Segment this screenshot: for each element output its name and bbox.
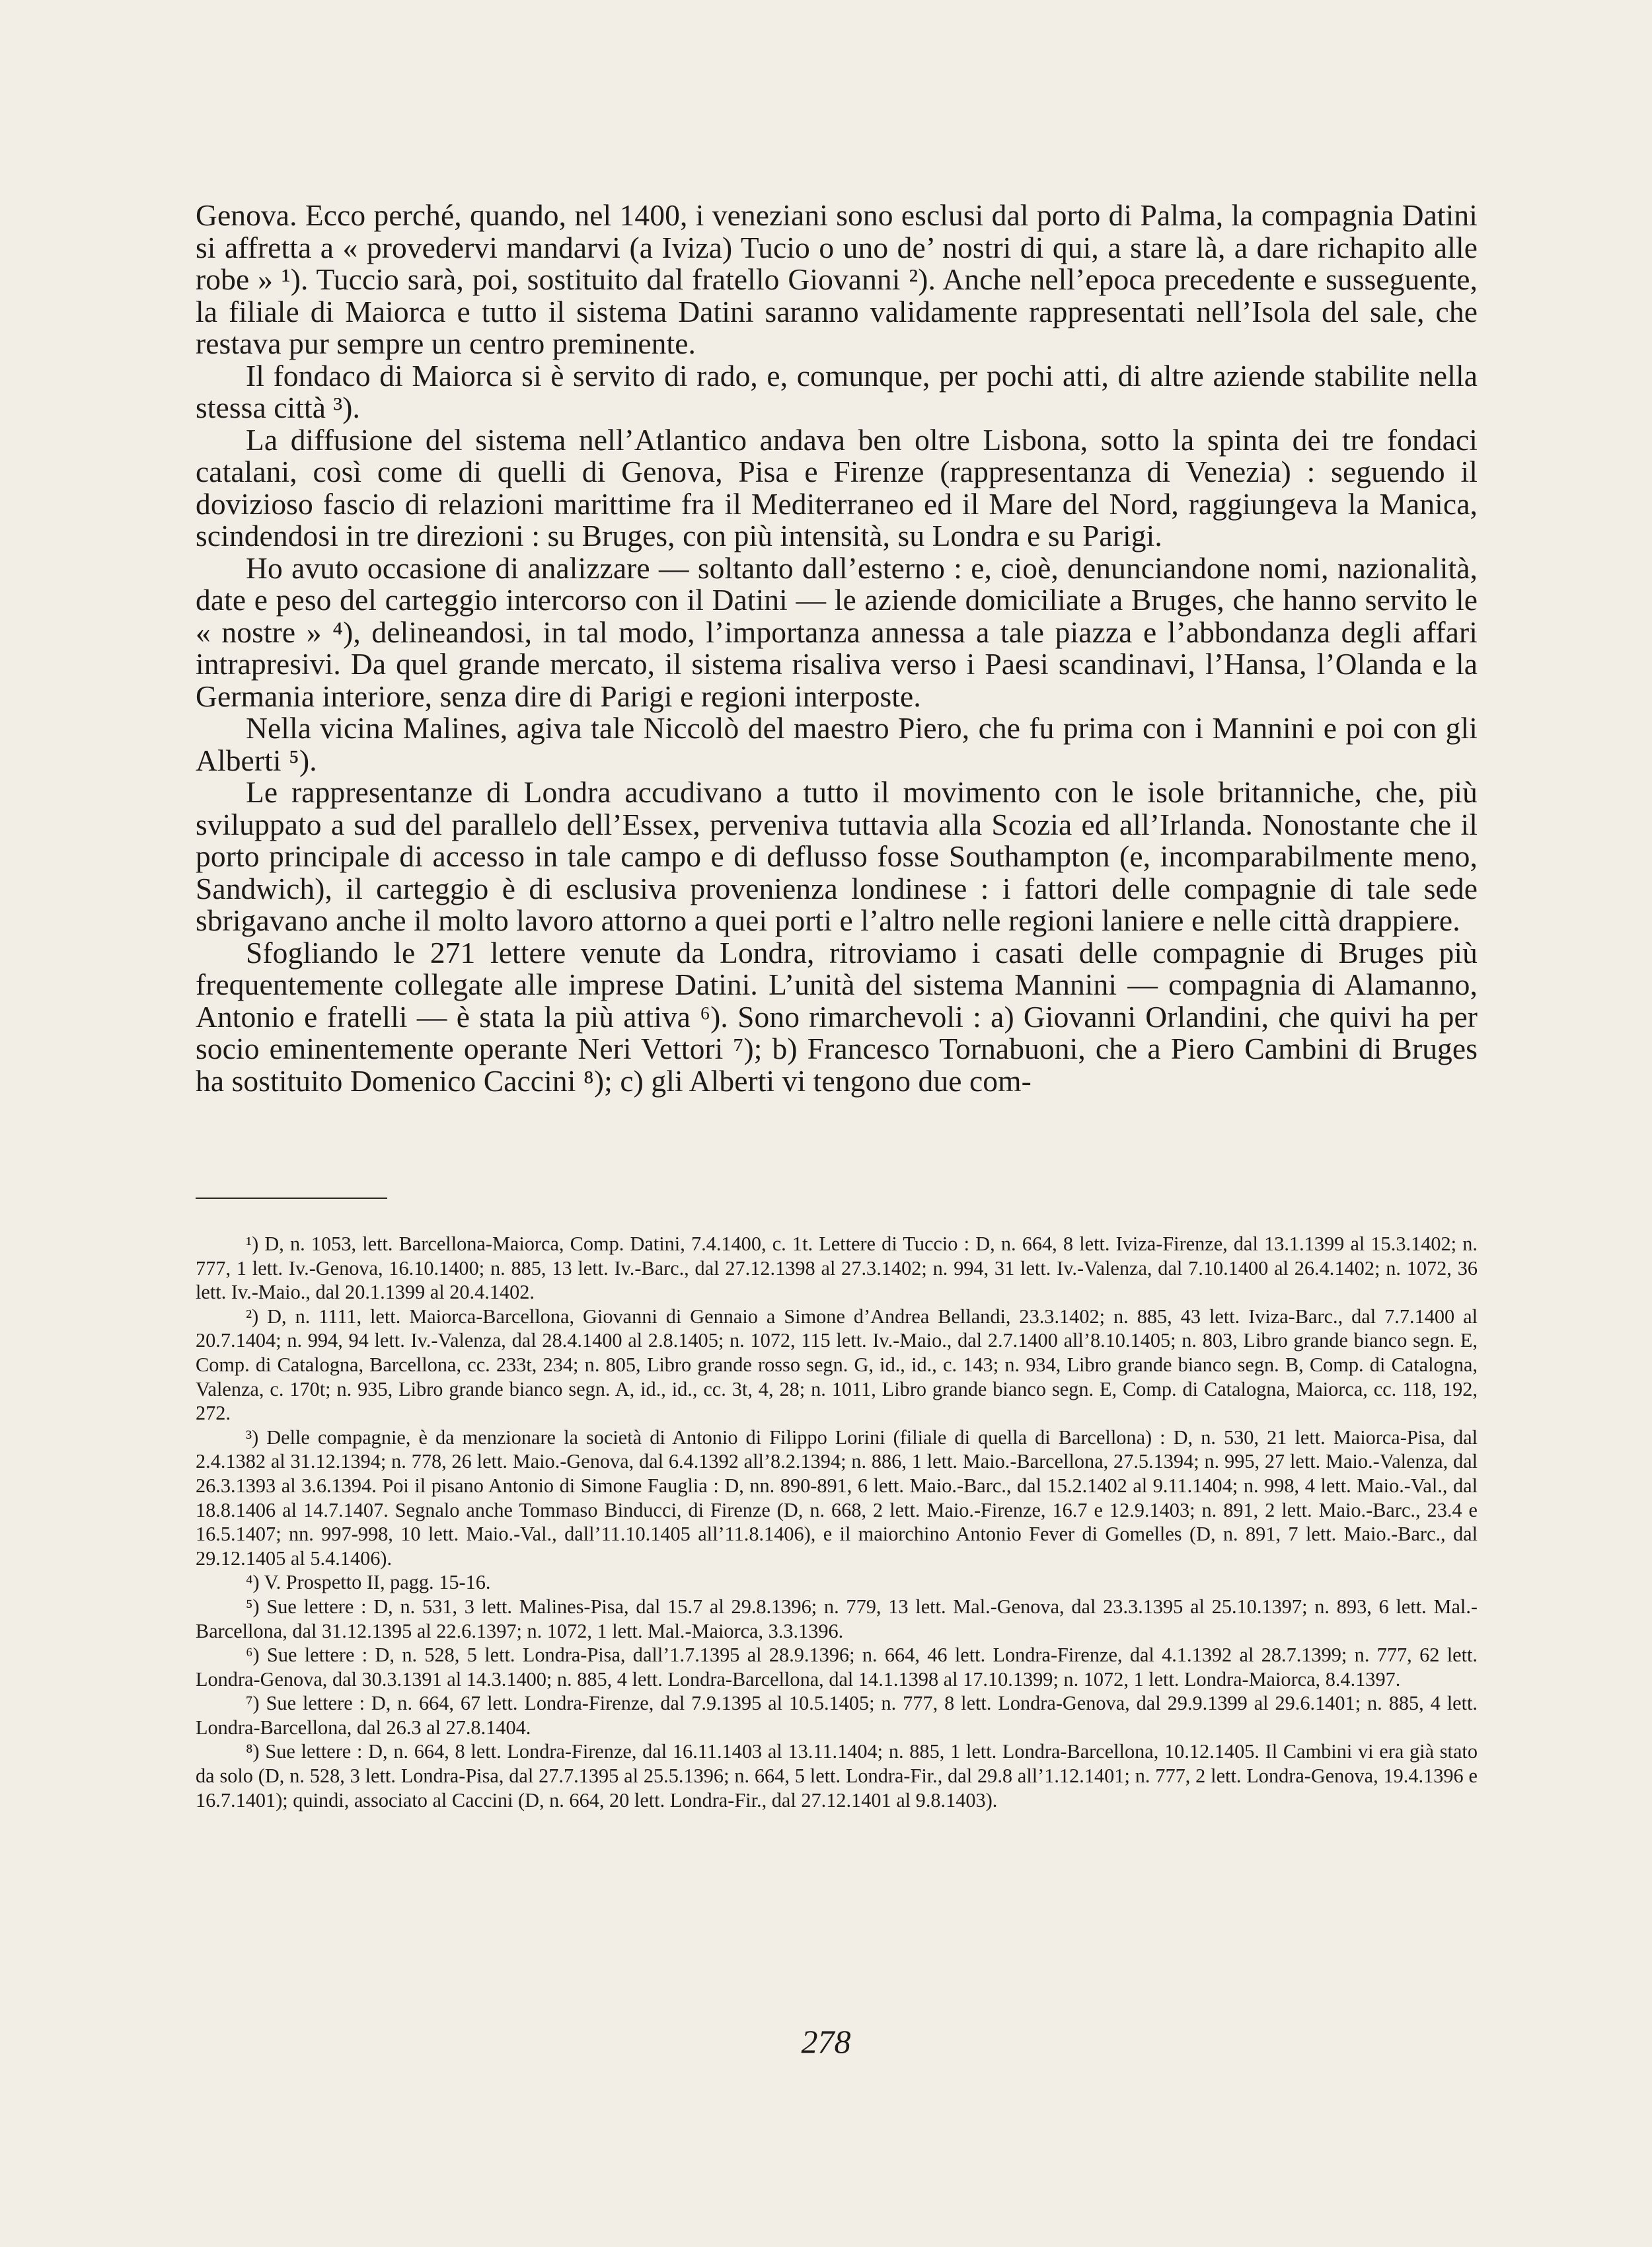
paragraph-3: La diffusione del sistema nell’Atlantico andava ben oltre Lisbona, sotto la spinta dei tre fondaci catalani, così come di quelli di Genova, Pisa e Firenze (rappresentanza di Venezia) : seguendo il dovizioso fascio di relazioni marittime fra il Mediterraneo ed il Mare del Nord, raggiungeva la Manica, scindendosi in tre direzioni : su Bruges, con più intensità, su Londra e su Parigi. [196,422,1478,552]
footnotes [196,1232,1478,1812]
footnote-4: ⁴) V. Prospetto II, pagg. 15-16. [246,1571,491,1594]
footnote-5: ⁵) Sue lettere : D, n. 531, 3 lett. Malines-Pisa, dal 15.7 al 29.8.1396; n. 779, 13 lett. Mal.-Genova, dal 23.3.1395 al 25.10.1397; n. 893, 6 lett. Mal.-Barcellona, dal 31.12.1395 al 22.6.1397; n. 1072, 1 lett. Mal.-Maiorca, 3.3.1396. [196,1595,1478,1642]
paragraph-4: Ho avuto occasione di analizzare — soltanto dall’esterno : e, cioè, denunciandone nomi, nazionalità, date e peso del carteggio intercorso con il Datini — le aziende domiciliate a Bruges, che hanno servito le « nostre » ⁴), delineandosi, in tal modo, l’importanza annessa a tale piazza e l’abbondanza degli affari intrapresivi. Da quel grande mercato, il sistema risaliva verso i Paesi scandinavi, l’Hansa, l’Olanda e la Germania interiore, senza dire di Parigi e regioni interposte. [196,551,1478,713]
paragraph-1: Genova. Ecco perché, quando, nel 1400, i veneziani sono esclusi dal porto di Palma, la compagnia Datini si affretta a « provedervi mandarvi (a Iviza) Tucio o uno de’ nostri di qui, a stare là, a dare richapito alle robe » ¹). Tuccio sarà, poi, sostituito dal fratello Giovanni ²). Anche nell’epoca precedente e susseguente, la filiale di Maiorca e tutto il sistema Datini saranno validamente rappresentati nell’Isola del sale, che restava pur sempre un centro preminente. [196,198,1478,360]
footnote-divider [196,1198,387,1199]
paragraph-6: Le rappresentanze di Londra accudivano a tutto il movimento con le isole britanniche, che, più sviluppato a sud del parallelo dell’Essex, perveniva tuttavia alla Scozia ed all’Irlanda. Nonostante che il porto principale di accesso in tale campo e di deflusso fosse Southampton (e, incomparabilmente meno, Sandwich), il carteggio è di esclusiva provenienza londinese : i fattori delle compagnie di tale sede sbrigavano anche il molto lavoro attorno a quei porti e l’altro nelle regioni laniere e nelle città drappiere. [196,775,1478,937]
page-number: 278 [801,2023,851,2060]
paragraph-2: Il fondaco di Maiorca si è servito di rado, e, comunque, per pochi atti, di altre aziende stabilite nella stessa città ³). [196,358,1478,424]
footnote-1: ¹) D, n. 1053, lett. Barcellona-Maiorca, Comp. Datini, 7.4.1400, c. 1t. Lettere di Tuccio : D, n. 664, 8 lett. Iviza-Firenze, dal 13.1.1399 al 15.3.1402; n. 777, 1 lett. Iv.-Genova, 16.10.1400; n. 885, 13 lett. Iv.-Barc., dal 27.12.1398 al 27.3.1402; n. 994, 31 lett. Iv.-Valenza, dal 7.10.1400 al 26.4.1402; n. 1072, 36 lett. Iv.-Maio., dal 20.1.1399 al 20.4.1402. [196,1233,1478,1304]
footnote-7: ⁷) Sue lettere : D, n. 664, 67 lett. Londra-Firenze, dal 7.9.1395 al 10.5.1405; n. 777, 8 lett. Londra-Genova, dal 29.9.1399 al 29.6.1401; n. 885, 4 lett. Londra-Barcellona, dal 26.3 al 27.8.1404. [196,1692,1478,1739]
footnote-6: ⁶) Sue lettere : D, n. 528, 5 lett. Londra-Pisa, dall’1.7.1395 al 28.9.1396; n. 664, 46 lett. Londra-Firenze, dal 4.1.1392 al 28.7.1399; n. 777, 62 lett. Londra-Genova, dal 30.3.1391 al 14.3.1400; n. 885, 4 lett. Londra-Barcellona, dal 14.1.1398 al 17.10.1399; n. 1072, 1 lett. Londra-Maiorca, 8.4.1397. [196,1644,1478,1691]
footnote-8: ⁸) Sue lettere : D, n. 664, 8 lett. Londra-Firenze, dal 16.11.1403 al 13.11.1404; n. 885, 1 lett. Londra-Barcellona, 10.12.1405. Il Cambini vi era già stato da solo (D, n. 528, 3 lett. Londra-Pisa, dal 27.7.1395 al 25.5.1396; n. 664, 5 lett. Londra-Fir., dal 29.8 all’1.12.1401; n. 777, 2 lett. Londra-Genova, 19.4.1396 e 16.7.1401); quindi, associato al Caccini (D, n. 664, 20 lett. Londra-Fir., dal 27.12.1401 al 9.8.1403). [196,1740,1478,1811]
footnote-2: ²) D, n. 1111, lett. Maiorca-Barcellona, Giovanni di Gennaio a Simone d’Andrea Bellandi, 23.3.1402; n. 885, 43 lett. Iviza-Barc., dal 7.7.1400 al 20.7.1404; n. 994, 94 lett. Iv.-Valenza, dal 28.4.1400 al 2.8.1405; n. 1072, 115 lett. Iv.-Maio., dal 2.7.1400 all’8.10.1405; n. 803, Libro grande bianco segn. E, Comp. di Catalogna, Barcellona, cc. 233t, 234; n. 805, Libro grande rosso segn. G, id., id., c. 143; n. 934, Libro grande bianco segn. B, Comp. di Catalogna, Valenza, c. 170t; n. 935, Libro grande bianco segn. A, id., id., cc. 3t, 4, 28; n. 1011, Libro grande bianco segn. E, Comp. di Catalogna, Maiorca, cc. 118, 192, 272. [196,1305,1478,1425]
paragraph-7: Sfogliando le 271 lettere venute da Londra, ritroviamo i casati delle compagnie di Bruges più frequentemente collegate alle imprese Datini. L’unità del sistema Mannini — compagnia di Alamanno, Antonio e fratelli — è stata la più attiva ⁶). Sono rimarchevoli : a) Giovanni Orlandini, che quivi ha per socio eminentemente operante Neri Vettori ⁷); b) Francesco Tornabuoni, che a Piero Cambini di Bruges ha sostituito Domenico Caccini ⁸); c) gli Alberti vi tengono due com- [196,935,1478,1098]
footnote-3: ³) Delle compagnie, è da menzionare la società di Antonio di Filippo Lorini (filiale di quella di Barcellona) : D, n. 530, 21 lett. Maiorca-Pisa, dal 2.4.1382 al 31.12.1394; n. 778, 26 lett. Maio.-Genova, dal 6.4.1392 all’8.2.1394; n. 886, 1 lett. Maio.-Barcellona, 27.5.1394; n. 995, 27 lett. Maio.-Valenza, dal 26.3.1393 al 3.6.1394. Poi il pisano Antonio di Simone Fauglia : D, nn. 890-891, 6 lett. Maio.-Barc., dal 15.2.1402 al 9.11.1404; n. 998, 4 lett. Maio.-Val., dal 18.8.1406 al 14.7.1407. Segnalo anche Tommaso Binducci, di Firenze (D, n. 668, 2 lett. Maio.-Firenze, 16.7 e 12.9.1403; n. 891, 2 lett. Maio.-Barc., 23.4 e 16.5.1407; nn. 997-998, 10 lett. Maio.-Val., dall’11.10.1405 all’11.8.1406), e il maiorchino Antonio Fever di Gomelles (D, n. 891, 7 lett. Maio.-Barc., dal 29.12.1405 al 5.4.1406). [196,1426,1478,1570]
paragraph-5: Nella vicina Malines, agiva tale Niccolò del maestro Piero, che fu prima con i Mannini e poi con gli Alberti ⁵). [196,711,1478,777]
main-text [196,200,1478,1097]
